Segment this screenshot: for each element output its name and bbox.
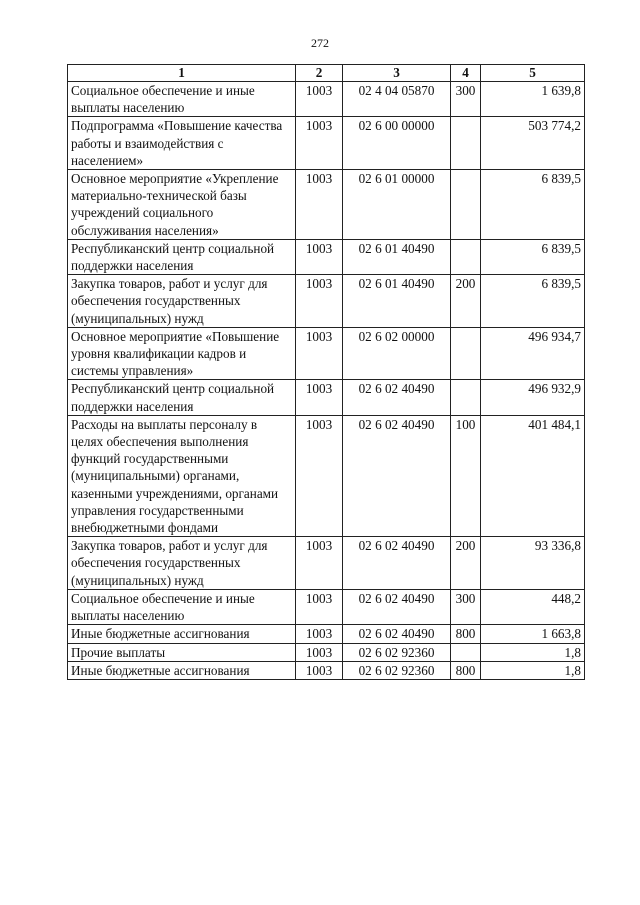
row-section-cell: 1003 xyxy=(296,327,343,380)
row-section-cell: 1003 xyxy=(296,537,343,590)
row-amount-cell: 1 639,8 xyxy=(481,82,585,117)
table-row xyxy=(68,415,585,536)
table-row xyxy=(68,380,585,415)
row-section-cell: 1003 xyxy=(296,643,343,661)
row-amount-cell: 6 839,5 xyxy=(481,239,585,274)
row-csr-cell: 02 6 00 00000 xyxy=(343,117,451,170)
row-csr-cell: 02 4 04 05870 xyxy=(343,82,451,117)
row-name-cell: Социальное обеспечение и иные выплаты населению xyxy=(68,82,296,117)
row-section-cell: 1003 xyxy=(296,170,343,240)
row-amount-cell: 93 336,8 xyxy=(481,537,585,590)
row-amount-cell: 1,8 xyxy=(481,661,585,679)
header-col-2: 2 xyxy=(296,65,343,82)
row-csr-cell: 02 6 02 92360 xyxy=(343,661,451,679)
row-name-cell: Иные бюджетные ассигнования xyxy=(68,661,296,679)
row-section-cell: 1003 xyxy=(296,117,343,170)
row-amount-cell: 1,8 xyxy=(481,643,585,661)
row-name-cell: Иные бюджетные ассигнования xyxy=(68,625,296,643)
table-row xyxy=(68,537,585,590)
table-header xyxy=(68,65,585,82)
row-section-cell: 1003 xyxy=(296,82,343,117)
row-vr-cell xyxy=(451,327,481,380)
row-name-cell: Социальное обеспечение и иные выплаты населению xyxy=(68,589,296,624)
row-csr-cell: 02 6 02 40490 xyxy=(343,537,451,590)
row-vr-cell: 200 xyxy=(451,537,481,590)
row-vr-cell: 800 xyxy=(451,661,481,679)
row-vr-cell xyxy=(451,643,481,661)
row-section-cell: 1003 xyxy=(296,275,343,328)
row-amount-cell: 6 839,5 xyxy=(481,170,585,240)
row-vr-cell xyxy=(451,380,481,415)
row-vr-cell xyxy=(451,239,481,274)
header-row xyxy=(68,65,585,82)
table-row xyxy=(68,275,585,328)
table-row xyxy=(68,82,585,117)
row-name-cell: Закупка товаров, работ и услуг для обеспечения государственных (муниципальных) нужд xyxy=(68,275,296,328)
row-name-cell: Подпрограмма «Повышение качества работы и взаимодействия с населением» xyxy=(68,117,296,170)
table-row xyxy=(68,661,585,679)
table-row xyxy=(68,327,585,380)
row-name-cell: Республиканский центр социальной поддержки населения xyxy=(68,239,296,274)
row-vr-cell: 300 xyxy=(451,589,481,624)
row-vr-cell: 100 xyxy=(451,415,481,536)
row-name-cell: Основное мероприятие «Укрепление материально-технической базы учреждений социального обслуживания населения» xyxy=(68,170,296,240)
row-section-cell: 1003 xyxy=(296,380,343,415)
header-col-5: 5 xyxy=(481,65,585,82)
row-csr-cell: 02 6 02 40490 xyxy=(343,380,451,415)
row-amount-cell: 448,2 xyxy=(481,589,585,624)
row-vr-cell: 800 xyxy=(451,625,481,643)
budget-table xyxy=(67,64,585,680)
table-row xyxy=(68,643,585,661)
row-amount-cell: 503 774,2 xyxy=(481,117,585,170)
row-name-cell: Прочие выплаты xyxy=(68,643,296,661)
table-row xyxy=(68,625,585,643)
table-row xyxy=(68,589,585,624)
row-section-cell: 1003 xyxy=(296,239,343,274)
table-row xyxy=(68,170,585,240)
row-csr-cell: 02 6 01 40490 xyxy=(343,275,451,328)
row-csr-cell: 02 6 02 40490 xyxy=(343,625,451,643)
row-name-cell: Республиканский центр социальной поддержки населения xyxy=(68,380,296,415)
row-amount-cell: 401 484,1 xyxy=(481,415,585,536)
row-vr-cell: 200 xyxy=(451,275,481,328)
row-csr-cell: 02 6 02 00000 xyxy=(343,327,451,380)
header-col-4: 4 xyxy=(451,65,481,82)
row-csr-cell: 02 6 02 40490 xyxy=(343,415,451,536)
table-row xyxy=(68,117,585,170)
row-csr-cell: 02 6 01 40490 xyxy=(343,239,451,274)
row-name-cell: Закупка товаров, работ и услуг для обеспечения государственных (муниципальных) нужд xyxy=(68,537,296,590)
header-col-3: 3 xyxy=(343,65,451,82)
row-amount-cell: 1 663,8 xyxy=(481,625,585,643)
row-section-cell: 1003 xyxy=(296,625,343,643)
row-vr-cell: 300 xyxy=(451,82,481,117)
table-body xyxy=(68,82,585,680)
row-section-cell: 1003 xyxy=(296,415,343,536)
row-vr-cell xyxy=(451,117,481,170)
header-col-1: 1 xyxy=(68,65,296,82)
row-amount-cell: 6 839,5 xyxy=(481,275,585,328)
row-csr-cell: 02 6 02 40490 xyxy=(343,589,451,624)
row-name-cell: Расходы на выплаты персоналу в целях обеспечения выполнения функций государственными (муниципальными) органами, казенными учреждениями, органами управления государственными внебюджетными фондами xyxy=(68,415,296,536)
row-section-cell: 1003 xyxy=(296,661,343,679)
row-amount-cell: 496 934,7 xyxy=(481,327,585,380)
row-amount-cell: 496 932,9 xyxy=(481,380,585,415)
row-name-cell: Основное мероприятие «Повышение уровня квалификации кадров и системы управления» xyxy=(68,327,296,380)
page-number: 272 xyxy=(311,36,329,50)
table-row xyxy=(68,239,585,274)
row-section-cell: 1003 xyxy=(296,589,343,624)
row-csr-cell: 02 6 01 00000 xyxy=(343,170,451,240)
row-csr-cell: 02 6 02 92360 xyxy=(343,643,451,661)
row-vr-cell xyxy=(451,170,481,240)
